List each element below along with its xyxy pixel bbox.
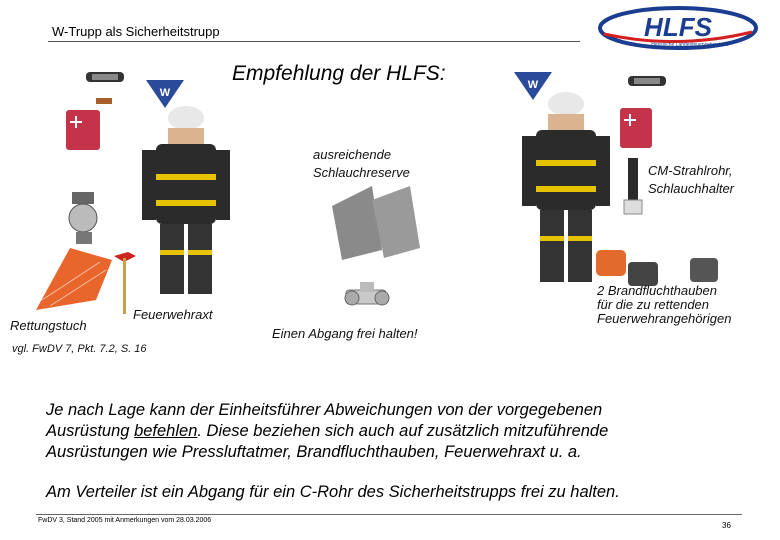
label-schlauchreserve: ausreichende Schlauchreserve (313, 147, 410, 180)
distributor-icon (345, 282, 389, 305)
body-paragraph: Je nach Lage kann der Einheitsführer Abweichungen von der vorgegebenen Ausrüstung befehlen. Diese beziehen sich auch auf zusätzlich mitzuführende Ausrüstungen wie Pressluftatmer, Brandfluchthauben, Feuerwehraxt u. a. (46, 401, 609, 461)
hand-lamp-icon (69, 192, 97, 244)
firefighter-left-icon (142, 106, 230, 294)
label-brandfluchthauben: 2 Brandfluchthauben für die zu rettenden Feuerwehrangehörigen (597, 283, 732, 326)
nozzle-icon (624, 158, 642, 214)
escape-hoods-icon (596, 250, 718, 286)
footer-divider (36, 514, 742, 515)
hose-packs-icon (332, 186, 420, 260)
label-strahlrohr: CM-Strahlrohr, Schlauchhalter (648, 163, 734, 196)
belt-right-icon (628, 76, 666, 86)
logo-text: HLFS (644, 12, 712, 42)
radio-bag-right-icon (620, 108, 652, 148)
radio-bag-icon (66, 98, 112, 150)
belt-icon (86, 72, 124, 82)
page-number: 36 (722, 521, 731, 530)
body-paragraph-2: Am Verteiler ist ein Abgang für ein C-Rohr des Sicherheitstrupps frei zu halten. (46, 483, 620, 501)
label-abgang: Einen Abgang frei halten! (272, 326, 418, 341)
logo-subtitle: Hessische Landesfeuerwehrschule (651, 42, 729, 48)
fire-axe-icon (114, 252, 136, 314)
slide-title: W-Trupp als Sicherheitstrupp (52, 24, 220, 39)
label-feuerwehraxt: Feuerwehraxt (133, 307, 213, 322)
svg-text:W: W (159, 87, 171, 99)
badge-w-left-icon (146, 80, 184, 108)
footer-note: FwDV 3, Stand 2005 mit Anmerkungen vom 28.03.2006 (38, 517, 212, 524)
befehlen-link[interactable]: befehlen (134, 422, 198, 440)
recommendation-heading: Empfehlung der HLFS: (232, 62, 446, 85)
reference-note: vgl. FwDV 7, Pkt. 7.2, S. 16 (12, 343, 147, 355)
rescue-cloth-icon (36, 248, 112, 310)
label-rettungstuch: Rettungstuch (10, 318, 87, 333)
svg-text:W: W (527, 79, 539, 91)
badge-w-right-icon (514, 72, 552, 100)
